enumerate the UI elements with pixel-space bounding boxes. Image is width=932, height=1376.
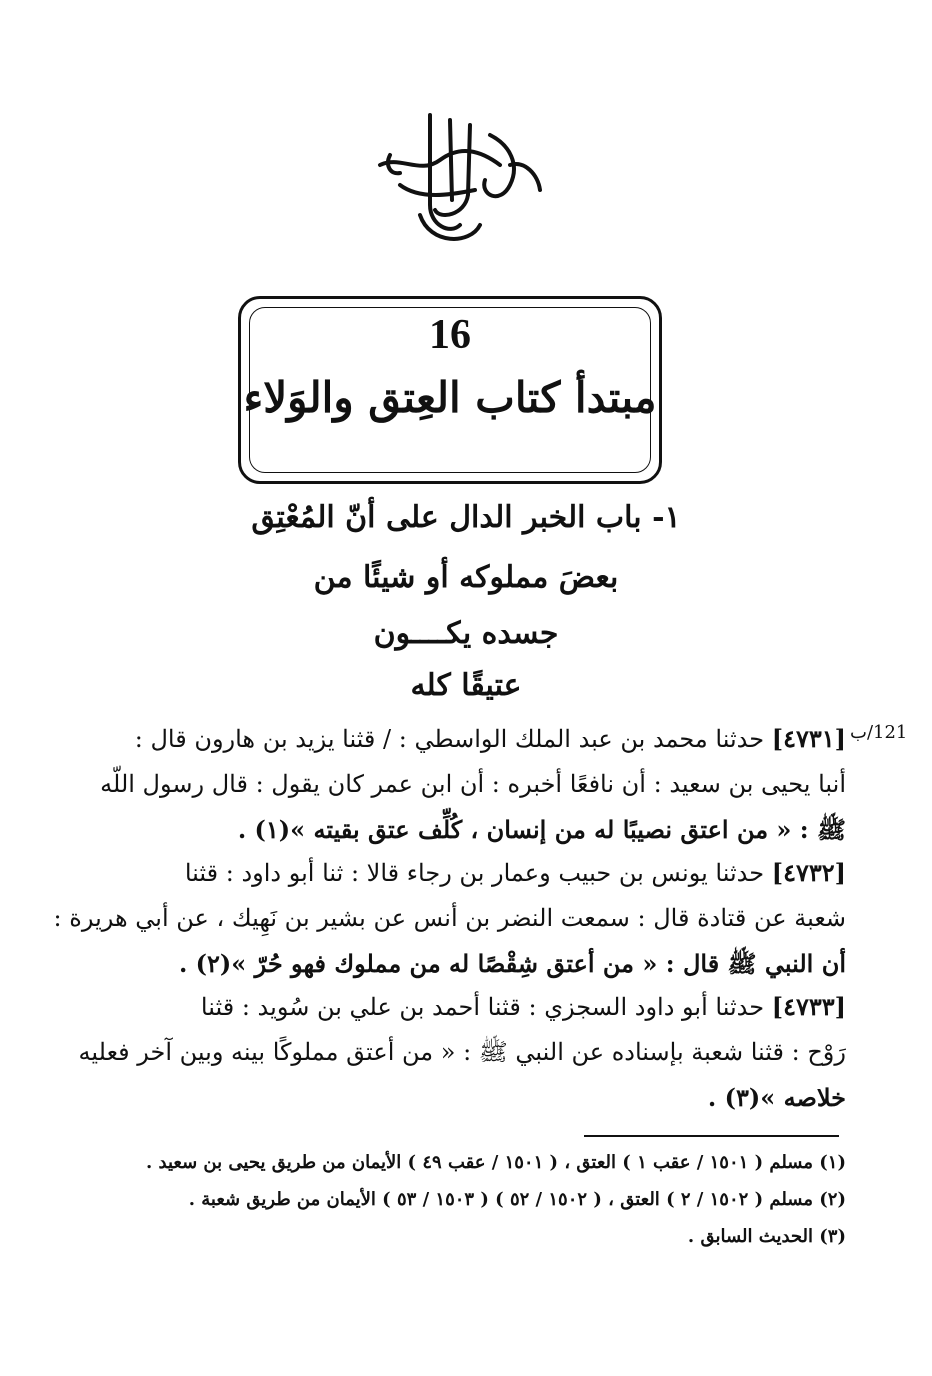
chapter-number: 16	[429, 312, 471, 358]
hadith-text: حدثنا أبو داود السجزي : قثنا أحمد بن علي بن سُويد : قثنا	[200, 993, 765, 1021]
chapter-title-box	[238, 296, 662, 484]
basmala-calligraphy	[360, 95, 560, 255]
footnote-1: (١) مسلم ( ١٥٠١ / عقب ١ ) العتق ، ( ١٥٠١ / عقب ٤٩ ) الأيمان من طريق يحيى بن سعيد .	[145, 1152, 846, 1173]
hadith-line: رَوْح : قثنا شعبة بإسناده عن النبي ﷺ : « من أعتق مملوكًا بينه وبين آخر فعليه	[78, 1038, 846, 1066]
hadith-number: [٤٧٣٢]	[771, 858, 846, 887]
footnote-separator	[584, 1135, 839, 1137]
hadith-line: أنبا يحيى بن سعيد : أن نافعًا أخبره : أن ابن عمر كان يقول : قال رسول اللّه	[100, 770, 846, 798]
footnote-2: (٢) مسلم ( ١٥٠٢ / ٢ ) العتق ، ( ١٥٠٢ / ٥٢ ) ( ١٥٠٣ / ٥٣ ) الأيمان من طريق شعبة .	[188, 1189, 846, 1210]
bab-heading-line-3: جسده يكــــون	[373, 616, 559, 651]
hadith-line: ﷺ : « من اعتق نصيبًا له من إنسان ، كُلِّف عتق بقيته »(١) .	[237, 815, 846, 844]
hadith-line	[46, 716, 846, 762]
hadith-line	[46, 984, 846, 1030]
manuscript-folio-marker: 121/ب	[850, 722, 908, 743]
hadith-number: [٤٧٣٣]	[771, 992, 846, 1021]
hadith-4733	[46, 984, 846, 1120]
bab-heading-line-4: عتيقًا كله	[410, 668, 522, 703]
chapter-title: مبتدأ كتاب العِتق والوَلاء	[243, 373, 657, 422]
bab-heading-line-2: بعضَ مملوكه أو شيئًا من	[313, 560, 619, 595]
hadith-4731	[46, 716, 846, 852]
hadith-text: حدثنا محمد بن عبد الملك الواسطي : / قثنا يزيد بن هارون قال :	[134, 725, 765, 753]
hadith-text: حدثنا يونس بن حبيب وعمار بن رجاء قالا : ثنا أبو داود : قثنا	[184, 859, 765, 887]
hadith-number: [٤٧٣١]	[771, 724, 846, 753]
hadith-4732	[46, 850, 846, 986]
hadith-line: خلاصه »(٣) .	[707, 1083, 846, 1112]
hadith-line: أن النبي ﷺ قال : « من أعتق شِقْصًا له من مملوك فهو حُرّ »(٢) .	[178, 949, 846, 978]
hadith-line	[46, 850, 846, 896]
hadith-line: شعبة عن قتادة قال : سمعت النضر بن أنس عن بشير بن نَهِيك ، عن أبي هريرة :	[53, 904, 846, 932]
footnote-3: (٣) الحديث السابق .	[687, 1226, 846, 1247]
bab-heading-line-1: ١- باب الخبر الدال على أنّ المُعْتِق	[251, 500, 681, 535]
